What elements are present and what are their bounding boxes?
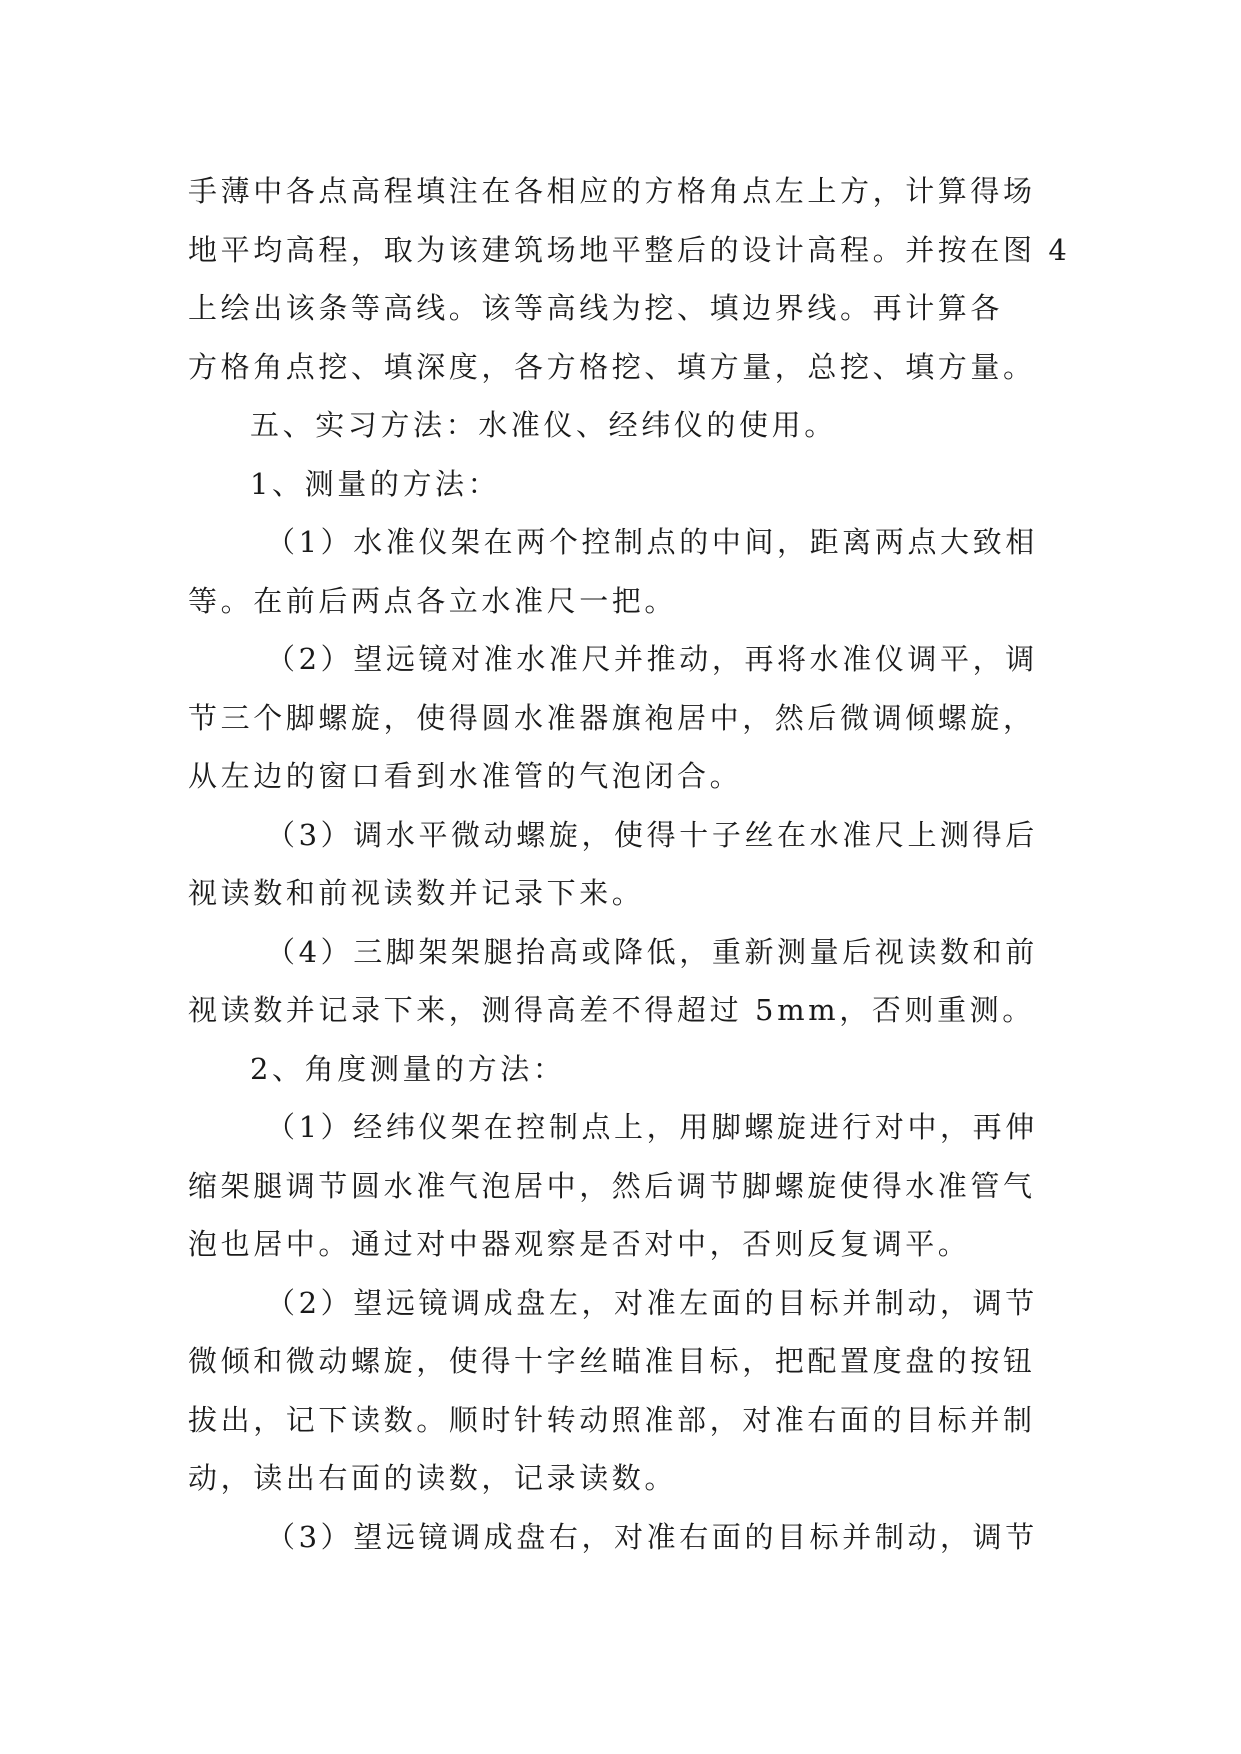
paragraph-line: 动，读出右面的读数，记录读数。 [188, 1461, 678, 1495]
paragraph-line: 从左边的窗口看到水准管的气泡闭合。 [188, 759, 743, 793]
paragraph-line: 泡也居中。通过对中器观察是否对中，否则反复调平。 [188, 1227, 971, 1261]
paragraph-line: 手薄中各点高程填注在各相应的方格角点左上方，计算得场 [188, 174, 1036, 208]
paragraph-line: 上绘出该条等高线。该等高线为挖、填边界线。再计算各 [188, 291, 1004, 325]
paragraph-line: 视读数和前视读数并记录下来。 [188, 876, 645, 910]
subsection-heading: 2、角度测量的方法： [250, 1051, 566, 1086]
paragraph-line: 微倾和微动螺旋，使得十字丝瞄准目标，把配置度盘的按钮 [188, 1344, 1036, 1378]
paragraph-line: 等。在前后两点各立水准尺一把。 [188, 583, 678, 618]
paragraph-line: 方格角点挖、填深度，各方格挖、填方量，总挖、填方量。 [188, 349, 1036, 384]
paragraph-line: （2）望远镜调成盘左，对准左面的目标并制动，调节 [266, 1285, 1038, 1320]
paragraph-line: 地平均高程，取为该建筑场地平整后的设计高程。并按在图 4 [188, 232, 1071, 267]
paragraph-line: 视读数并记录下来，测得高差不得超过 5mm，否则重测。 [188, 993, 1035, 1027]
paragraph-line: 缩架腿调节圆水准气泡居中，然后调节脚螺旋使得水准管气 [188, 1168, 1036, 1203]
paragraph-line: （3）调水平微动螺旋，使得十子丝在水准尺上测得后 [266, 817, 1038, 852]
paragraph-line: （3）望远镜调成盘右，对准右面的目标并制动，调节 [266, 1519, 1038, 1554]
paragraph-line: （4）三脚架架腿抬高或降低，重新测量后视读数和前 [266, 934, 1038, 969]
paragraph-line: 拔出，记下读数。顺时针转动照准部，对准右面的目标并制 [188, 1402, 1036, 1437]
paragraph-line: （1）经纬仪架在控制点上，用脚螺旋进行对中，再伸 [266, 1110, 1038, 1144]
paragraph-line: （1）水准仪架在两个控制点的中间，距离两点大致相 [266, 525, 1038, 559]
paragraph-line: 节三个脚螺旋，使得圆水准器旗袍居中，然后微调倾螺旋， [188, 700, 1036, 735]
paragraph-line: （2）望远镜对准水准尺并推动，再将水准仪调平，调 [266, 642, 1038, 676]
section-heading: 五、实习方法：水准仪、经纬仪的使用。 [250, 408, 837, 442]
document-body [188, 162, 1071, 1566]
subsection-heading: 1、测量的方法： [250, 466, 501, 501]
